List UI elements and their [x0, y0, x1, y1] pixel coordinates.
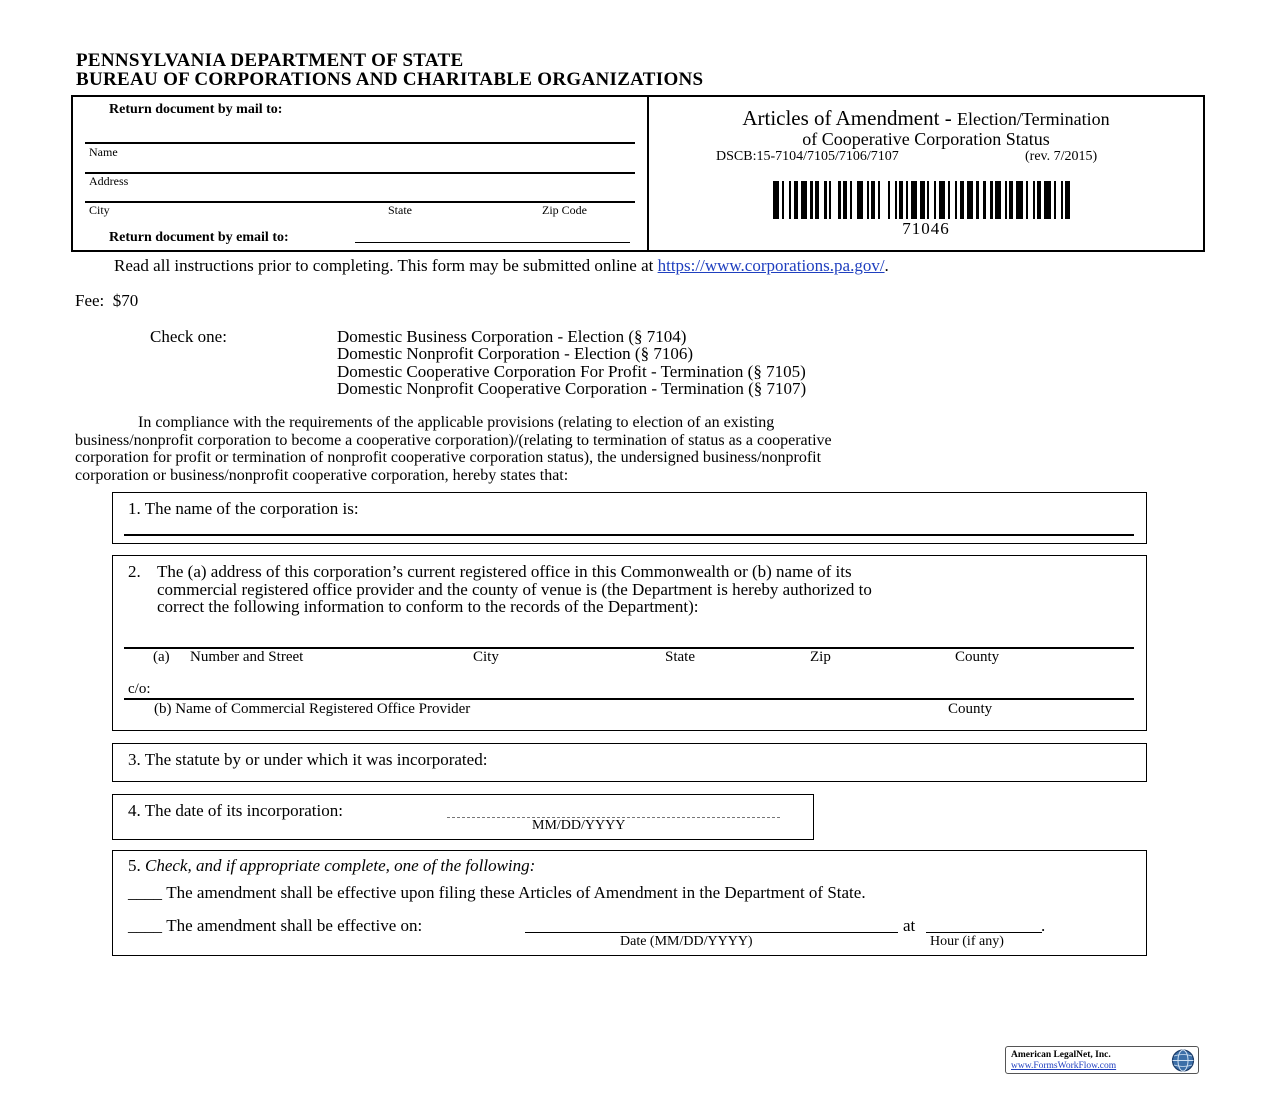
- number-street-label: Number and Street: [190, 649, 304, 665]
- barcode-bar: [1016, 181, 1022, 219]
- state-label: State: [388, 203, 412, 217]
- check-option-7105[interactable]: Domestic Cooperative Corporation For Profit - Termination (§ 7105): [337, 362, 806, 381]
- barcode-bar: [810, 181, 812, 219]
- mail-line-1[interactable]: [85, 142, 635, 144]
- barcode-bar: [824, 181, 826, 219]
- section-5-heading-text: Check, and if appropriate complete, one of the following:: [145, 856, 536, 875]
- address-zip-label: Zip: [810, 649, 831, 665]
- corporations-link[interactable]: https://www.corporations.pa.gov/: [657, 256, 885, 275]
- barcode-bar: [983, 181, 985, 219]
- barcode-bar: [1044, 181, 1050, 219]
- barcode-bar: [960, 181, 964, 219]
- effective-on-checkbox[interactable]: ____: [128, 916, 162, 935]
- zip-code-label: Zip Code: [542, 203, 587, 217]
- instructions-text: [114, 256, 889, 276]
- email-line[interactable]: [355, 242, 630, 243]
- barcode-bar: [927, 181, 929, 219]
- effective-date-line[interactable]: [525, 932, 898, 933]
- fee-label: Fee:: [75, 291, 105, 310]
- barcode-bar: [1065, 181, 1069, 219]
- form-revision: (rev. 7/2015): [1025, 149, 1098, 164]
- form-title: [648, 106, 1204, 131]
- fee-line: [75, 291, 138, 311]
- effective-upon-filing-text: The amendment shall be effective upon filing these Articles of Amendment in the Department of State.: [166, 883, 866, 902]
- barcode-bar: [838, 181, 840, 219]
- effective-upon-filing-option[interactable]: [128, 883, 866, 903]
- section-5-heading: [128, 856, 535, 876]
- barcode-bar: [773, 181, 779, 219]
- barcode-bar: [867, 181, 869, 219]
- email-return-label: Return document by email to:: [109, 230, 289, 245]
- barcode-bar: [843, 181, 847, 219]
- barcode-bar: [871, 181, 875, 219]
- address-label: Address: [89, 174, 129, 188]
- compliance-line-3: corporation for profit or termination of nonprofit cooperative corporation status), the undersigned business/nonprofit: [75, 449, 822, 466]
- check-option-7107[interactable]: Domestic Nonprofit Cooperative Corporation - Termination (§ 7107): [337, 379, 807, 398]
- barcode-bar: [850, 181, 852, 219]
- check-option-7104[interactable]: Domestic Business Corporation - Election (§ 7104): [337, 327, 687, 346]
- form-subtitle: of Cooperative Corporation Status: [802, 129, 1050, 149]
- barcode-bar: [1054, 181, 1056, 219]
- barcode-bar: [920, 181, 924, 219]
- barcode-bar: [1033, 181, 1035, 219]
- barcode-number: 71046: [902, 219, 950, 238]
- barcode-bar: [976, 181, 978, 219]
- barcode-bar: [899, 181, 903, 219]
- form-title-dash: -: [939, 106, 957, 130]
- name-label: Name: [89, 145, 118, 159]
- globe-icon: [1170, 1048, 1196, 1073]
- compliance-line-1: In compliance with the requirements of the applicable provisions (relating to election of an existing: [138, 414, 775, 431]
- logo-url[interactable]: www.FormsWorkFlow.com: [1011, 1061, 1117, 1071]
- form-title-main: Articles of Amendment: [742, 106, 940, 130]
- barcode-bar: [1005, 181, 1007, 219]
- barcode-bar: [1037, 181, 1041, 219]
- city-label: City: [89, 203, 110, 217]
- provider-county-label: County: [948, 701, 993, 717]
- effective-hour-line[interactable]: [926, 932, 1042, 933]
- mail-return-label: Return document by mail to:: [109, 102, 283, 117]
- barcode-bar: [829, 181, 831, 219]
- effective-upon-filing-checkbox[interactable]: ____: [128, 883, 162, 902]
- barcode-bar: [934, 181, 936, 219]
- barcode-bar: [1026, 181, 1028, 219]
- barcode-bar: [888, 181, 890, 219]
- barcode-bar: [955, 181, 957, 219]
- effective-period: .: [1041, 916, 1046, 935]
- section-3-label[interactable]: 3. The statute by or under which it was incorporated:: [128, 750, 488, 769]
- care-of-label: c/o:: [128, 681, 151, 697]
- instructions-period: .: [884, 256, 889, 275]
- compliance-line-2: business/nonprofit corporation to become a cooperative corporation)/(relating to termination of status as a cooperative: [75, 432, 832, 449]
- address-a-label: (a): [153, 649, 170, 665]
- name-line[interactable]: [85, 172, 635, 174]
- barcode-bar: [906, 181, 908, 219]
- barcode-bar: [815, 181, 819, 219]
- check-one-label: Check one:: [150, 327, 227, 346]
- address-county-label: County: [955, 649, 1000, 665]
- instructions-prefix: Read all instructions prior to completing. This form may be submitted online at: [114, 256, 658, 275]
- effective-hour-hint: Hour (if any): [930, 934, 1004, 949]
- barcode-bar: [939, 181, 945, 219]
- section-2-line-1: The (a) address of this corporation’s current registered office in this Commonwealth or (b) name of its: [157, 562, 852, 581]
- barcode-bar: [990, 181, 992, 219]
- barcode-bar: [857, 181, 863, 219]
- section-2-line-3: correct the following information to conform to the records of the Department):: [157, 597, 699, 616]
- compliance-line-4: corporation or business/nonprofit cooperative corporation, hereby states that:: [75, 467, 569, 484]
- barcode-bar: [801, 181, 807, 219]
- barcode-bar: [878, 181, 880, 219]
- form-title-suffix: Election/Termination: [956, 109, 1110, 129]
- corporation-name-line[interactable]: [124, 534, 1134, 536]
- section-1-label: 1. The name of the corporation is:: [128, 499, 359, 518]
- barcode-bar: [948, 181, 950, 219]
- barcode-bar: [1009, 181, 1013, 219]
- barcode-bar: [1061, 181, 1063, 219]
- american-legalnet-logo: [1005, 1046, 1199, 1074]
- section-2-line-2: commercial registered office provider and the county of venue is (the Department is hereby authorized to: [157, 580, 872, 599]
- barcode-bar: [995, 181, 1001, 219]
- effective-date-hint: Date (MM/DD/YYYY): [620, 934, 753, 949]
- section-5-number: 5.: [128, 856, 141, 875]
- fee-amount: $70: [112, 291, 139, 310]
- barcode-bar: [895, 181, 897, 219]
- logo-company-name: American LegalNet, Inc.: [1011, 1050, 1111, 1060]
- effective-at-label: at: [903, 916, 916, 935]
- address-city-label: City: [473, 649, 499, 665]
- provider-line[interactable]: [124, 698, 1134, 700]
- barcode-bar: [794, 181, 798, 219]
- check-option-7106[interactable]: Domestic Nonprofit Corporation - Election (§ 7106): [337, 344, 693, 363]
- address-state-label: State: [665, 649, 695, 665]
- section-2-number: 2.: [128, 562, 141, 581]
- department-title: PENNSYLVANIA DEPARTMENT OF STATE: [76, 50, 464, 71]
- barcode-bar: [789, 181, 791, 219]
- provider-label: (b) Name of Commercial Registered Office Provider: [154, 701, 471, 717]
- barcode-bar: [911, 181, 917, 219]
- incorporation-date-hint: MM/DD/YYYY: [532, 818, 626, 833]
- effective-on-option[interactable]: [128, 916, 422, 936]
- barcode: [773, 181, 1077, 219]
- barcode-bar: [967, 181, 973, 219]
- form-code: DSCB:15-7104/7105/7106/7107: [716, 149, 899, 164]
- barcode-bar: [782, 181, 784, 219]
- bureau-title: BUREAU OF CORPORATIONS AND CHARITABLE ORGANIZATIONS: [76, 69, 704, 90]
- section-4-label: 4. The date of its incorporation:: [128, 801, 343, 820]
- effective-on-text: The amendment shall be effective on:: [166, 916, 423, 935]
